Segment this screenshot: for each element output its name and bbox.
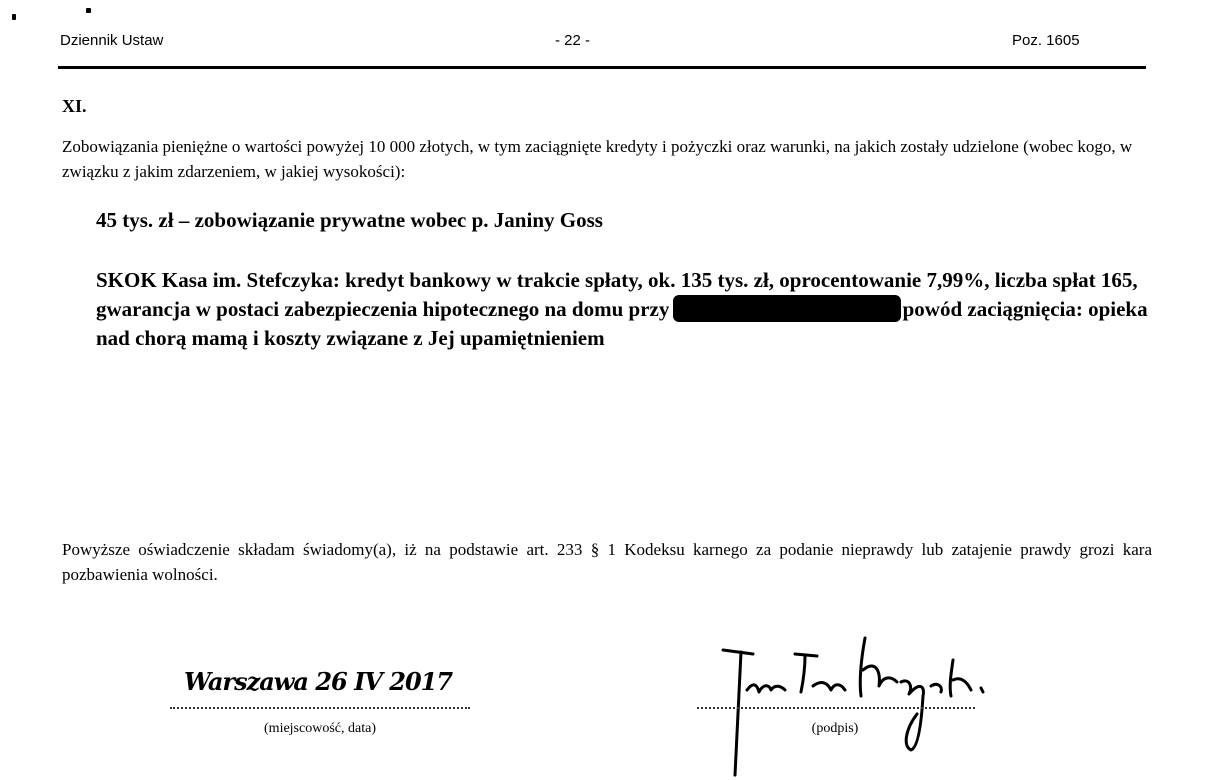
journal-title: Dziennik Ustaw — [60, 32, 164, 49]
position-number: Poz. 1605 — [1012, 32, 1080, 49]
handwritten-signature — [695, 630, 995, 780]
answer-private-liability: 45 tys. zł – zobowiązanie prywatne wobec p. Janiny Goss — [96, 208, 603, 232]
signature-caption: (podpis) — [811, 721, 859, 736]
redaction-block — [673, 295, 901, 322]
scan-speck — [86, 8, 91, 13]
signature-line — [697, 707, 975, 709]
declaration-statement: Powyższe oświadczenie składam świadomy(a), iż na podstawie art. 233 § 1 Kodeksu karnego za podanie nieprawdy lub zatajenie prawdy grozi kara pozbawienia wolności. — [62, 540, 1152, 584]
answer-bank-loan — [96, 266, 1156, 353]
page-number: - 22 - — [555, 32, 591, 49]
scan-speck — [12, 14, 16, 20]
place-date-line — [170, 707, 470, 709]
handwritten-place-date: Warszawa 26 IV 2017 — [184, 667, 453, 696]
section-number: XI. — [62, 96, 87, 116]
place-date-caption: (miejscowość, data) — [264, 721, 376, 736]
answer-bank-loan-text-2: powód zaciągnięcia: opieka nad chorą mamą i koszty związane z Jej upamiętnieniem — [96, 297, 1148, 350]
section-question: Zobowiązania pieniężne o wartości powyżej 10 000 złotych, w tym zaciągnięte kredyty i pożyczki oraz warunki, na jakich zostały udzielone (wobec kogo, w związku z jakim zdarzeniem, w jakiej wysokości): — [62, 137, 1133, 181]
answer-bank-loan-text-1: SKOK Kasa im. Stefczyka: kredyt bankowy w trakcie spłaty, ok. 135 tys. zł, oprocentowanie 7,99%, liczba spłat 165, gwarancja w postaci zabezpieczenia hipotecznego na domu przy — [96, 268, 1138, 321]
header-rule — [58, 66, 1146, 69]
